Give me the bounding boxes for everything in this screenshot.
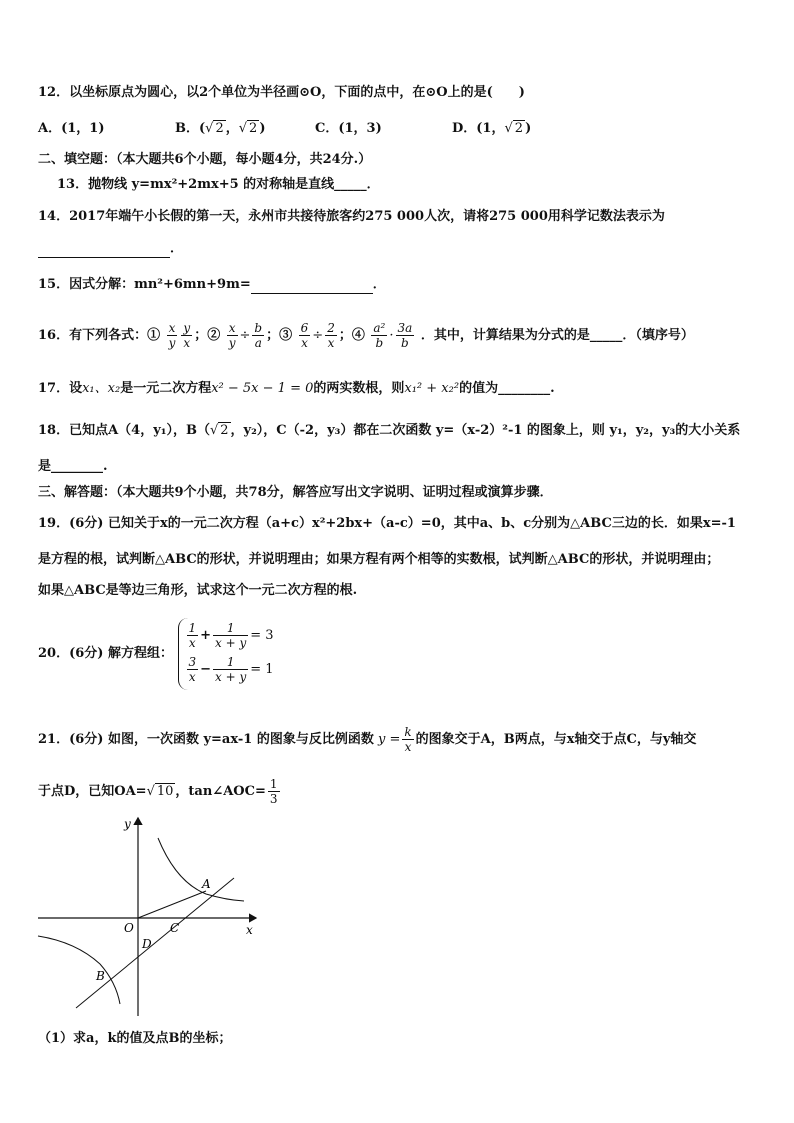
text: D．(1， <box>452 121 505 136</box>
text: B．( <box>175 121 206 136</box>
hyperbola-branch-upper <box>158 838 244 901</box>
sqrt-2: √ 2 <box>504 121 524 136</box>
label-c: C <box>170 921 180 935</box>
answer-blank <box>38 243 170 258</box>
expression: x₁² + x₂² <box>404 381 460 396</box>
label-b: B <box>96 969 105 983</box>
text: 17．设 <box>38 381 83 396</box>
fraction: $\frac{1}{3}$ <box>269 777 278 806</box>
fraction: $\frac{k}{x}$ <box>404 725 412 754</box>
q13: 13．抛物线 y=mx²+2mx+5 的对称轴是直线_____． <box>57 177 380 192</box>
q17: 17．设x₁、x₂是一元二次方程x² − 5x − 1 = 0的两实数根，则x₁² + x₂²的值为________. <box>38 381 555 396</box>
text: ，tan∠AOC= <box>175 784 266 799</box>
fraction: $\frac{\text{a²}}{b}$ <box>373 321 386 350</box>
coordinate-figure <box>36 812 262 1018</box>
q21-part-1: （1）求a，k的值及点B的坐标； <box>38 1031 232 1046</box>
text: 20．(6分) 解方程组： <box>38 646 173 661</box>
text: ．其中，计算结果为分式的是_____．（填序号） <box>420 328 694 343</box>
text: 18．已知点A（4，y₁），B（ <box>38 423 210 438</box>
q18-line-2: 是________. <box>38 459 108 474</box>
text: 16．有下列各式：① <box>38 328 161 343</box>
fraction: $\frac{x}{y}$ <box>168 321 176 350</box>
segment-oa <box>138 891 206 918</box>
q15 <box>38 276 386 294</box>
fraction: $\frac{1}{x}$ <box>188 621 197 650</box>
label-o: O <box>124 921 134 935</box>
text: 15．因式分解：mn²+6mn+9m= <box>38 277 251 292</box>
q12-option-b <box>175 120 265 138</box>
sqrt-2: √ 2 <box>205 121 224 136</box>
text: ． <box>170 241 184 256</box>
sqrt-10: √ 10 <box>146 784 174 799</box>
q14-answer-line <box>38 240 183 258</box>
q12-option-d <box>452 120 531 138</box>
text: 的两实数根，则 <box>313 381 405 396</box>
q12-option-c: C．(1，3) <box>315 121 382 136</box>
text: ， <box>225 121 239 136</box>
text: 的图象交于A，B两点，与x轴交于点C，与y轴交 <box>415 732 697 747</box>
text: ． <box>372 277 386 292</box>
text: 是一元二次方程 <box>120 381 212 396</box>
fraction: $\frac{y}{x}$ <box>183 321 191 350</box>
q19-line-1: 19．(6分) 已知关于x的一元二次方程（a+c）x²+2bx+（a-c）=0，其中a、b、c分别为△ABC三边的长．如果x=-1 <box>38 516 736 531</box>
text: ；③ <box>266 328 293 343</box>
text: ；② <box>194 328 221 343</box>
fraction: $\frac{3a}{b}$ <box>397 321 413 350</box>
section-3-heading: 三、解答题：（本大题共9个小题，共78分，解答应写出文字说明、证明过程或演算步骤． <box>38 485 553 500</box>
fraction: $\frac{1}{x + y}$ <box>215 621 247 650</box>
label-x: x <box>246 923 253 937</box>
fraction: $\frac{3}{x}$ <box>188 655 197 684</box>
label-a: A <box>202 877 211 891</box>
q19-line-2: 是方程的根，试判断△ABC的形状，并说明理由；如果方程有两个相等的实数根，试判断△ABC的形状，并说明理由； <box>38 552 720 567</box>
q16: 16．有下列各式：① $\frac{x}{y}$ $\frac{y}{x}$ ；② $\frac{x}{y}$ ÷ $\frac{b}{a}$ ；③ $\frac{6}{x}$ ÷ $\frac{2}{x}$ ；④ $\frac{\text{a²}}{b}$ · $\frac{3a}{b}$ ．其中，计算结果为分式的是_____．（填序号） <box>38 321 694 350</box>
q14: 14．2017年端午小长假的第一天，永州市共接待旅客约275 000人次，请将275 000用科学记数法表示为 <box>38 209 665 224</box>
text: ；④ <box>338 328 365 343</box>
fraction: $\frac{2}{x}$ <box>327 321 335 350</box>
q12-option-a: A．(1，1) <box>38 121 105 136</box>
text: 于点D，已知OA= <box>38 784 147 799</box>
text: ) <box>525 121 532 136</box>
hyperbola-branch-lower <box>38 936 120 1004</box>
label-d: D <box>142 937 152 951</box>
text: 21．(6分) 如图，一次函数 y=ax-1 的图象与反比例函数 <box>38 732 374 747</box>
q20 <box>38 618 274 690</box>
equation: x² − 5x − 1 = 0 <box>211 381 314 396</box>
label-y: y <box>124 817 131 831</box>
text: 的值为________. <box>459 381 555 396</box>
sqrt-2: √ 2 <box>238 121 258 136</box>
q21-line-1: 21．(6分) 如图，一次函数 y=ax-1 的图象与反比例函数 y = $\frac{k}{x}$ 的图象交于A，B两点，与x轴交于点C，与y轴交 <box>38 725 697 754</box>
q19-line-3: 如果△ABC是等边三角形，试求这个一元二次方程的根. <box>38 583 358 598</box>
equation-system: $\frac{1}{x}$ + $\frac{1}{x + y}$ = 3 $\frac{3}{x}$ − $\frac{1}{x + y}$ = 1 <box>178 618 274 690</box>
text: ，y₂），C（-2，y₃）都在二次函数 y=（x-2）²-1 的图象上，则 y₁，y₂，y₃的大小关系 <box>230 423 741 438</box>
linear-function-line <box>76 878 234 1008</box>
fraction: $\frac{6}{x}$ <box>300 321 309 350</box>
sqrt-2: √ 2 <box>209 423 229 438</box>
text: ) <box>259 121 266 136</box>
q21-line-2 <box>38 776 282 808</box>
fraction: $\frac{1}{x + y}$ <box>215 655 247 684</box>
answer-blank <box>251 279 373 294</box>
section-2-heading: 二、填空题：（本大题共6个小题，每小题4分，共24分.） <box>38 152 372 167</box>
fraction: $\frac{b}{a}$ <box>254 321 263 350</box>
q12-stem: 12．以坐标原点为圆心，以2个单位为半径画⊙O，下面的点中，在⊙O上的是( ) <box>38 85 525 100</box>
q18-line-1 <box>38 422 740 440</box>
fraction: $\frac{x}{y}$ <box>228 321 236 350</box>
